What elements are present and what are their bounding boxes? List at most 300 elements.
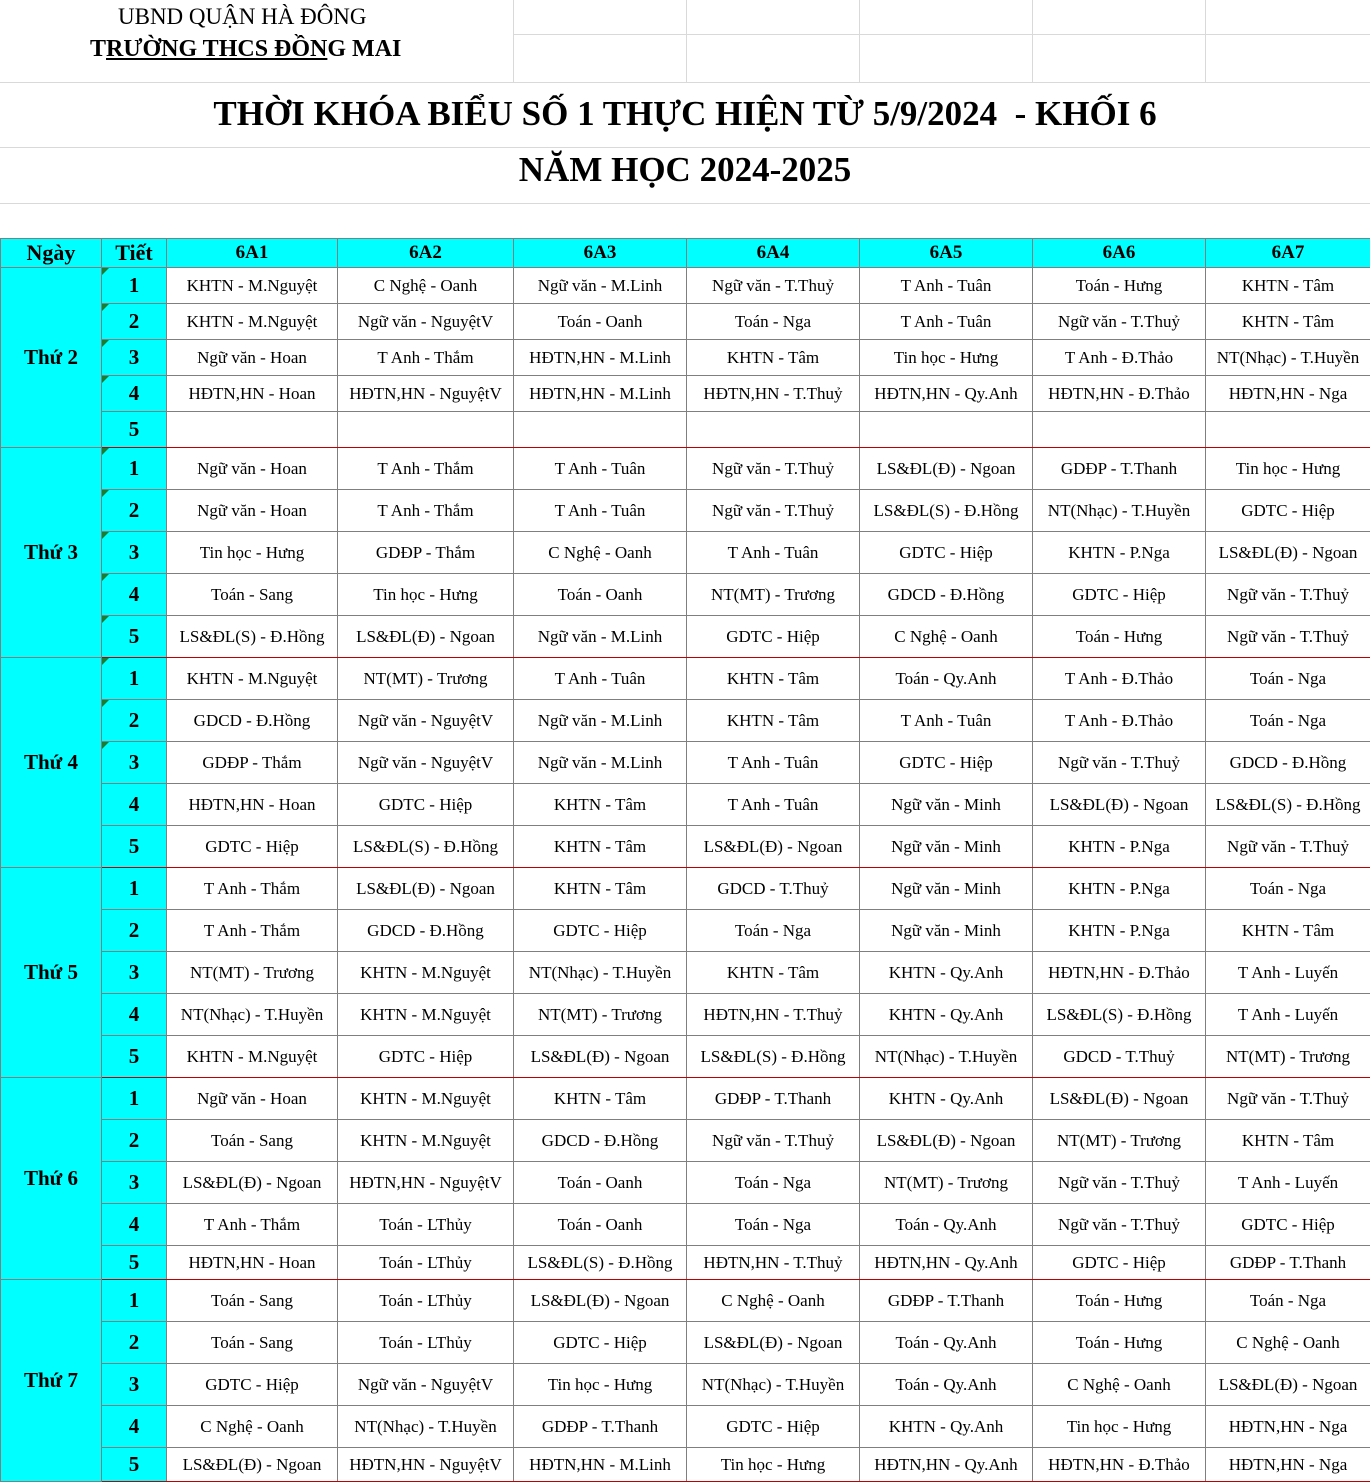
lesson-cell[interactable]: KHTN - M.Nguyệt <box>338 1078 514 1120</box>
lesson-cell[interactable]: Toán - Sang <box>167 1120 338 1162</box>
lesson-cell[interactable]: KHTN - P.Nga <box>1033 532 1206 574</box>
lesson-cell[interactable]: Ngữ văn - Minh <box>860 868 1033 910</box>
lesson-cell[interactable]: LS&ĐL(Đ) - Ngoan <box>338 868 514 910</box>
day-cell[interactable]: Thứ 4 <box>1 658 102 868</box>
lesson-cell[interactable]: GDTC - Hiệp <box>167 1364 338 1406</box>
period-cell[interactable]: 1 <box>102 658 167 700</box>
lesson-cell[interactable]: Ngữ văn - NguyệtV <box>338 1364 514 1406</box>
lesson-cell[interactable]: Toán - Nga <box>1206 700 1370 742</box>
lesson-cell[interactable]: GDTC - Hiệp <box>1206 490 1370 532</box>
period-cell[interactable]: 2 <box>102 1120 167 1162</box>
class-header-6a1: 6A1 <box>167 239 338 268</box>
lesson-cell[interactable]: Ngữ văn - M.Linh <box>514 700 687 742</box>
timetable-row <box>1 868 1370 910</box>
lesson-cell[interactable]: KHTN - Tâm <box>514 826 687 868</box>
lesson-cell[interactable]: C Nghệ - Oanh <box>167 1406 338 1448</box>
lesson-cell[interactable]: Ngữ văn - T.Thuỷ <box>687 1120 860 1162</box>
sheet-header <box>0 0 1370 238</box>
lesson-cell[interactable] <box>1033 412 1206 448</box>
period-cell[interactable]: 4 <box>102 1204 167 1246</box>
lesson-cell[interactable]: Ngữ văn - T.Thuỷ <box>1206 616 1370 658</box>
lesson-cell[interactable]: KHTN - M.Nguyệt <box>338 994 514 1036</box>
lesson-cell[interactable]: Toán - Qy.Anh <box>860 1204 1033 1246</box>
period-cell[interactable]: 4 <box>102 1406 167 1448</box>
lesson-cell[interactable]: C Nghệ - Oanh <box>687 1280 860 1322</box>
lesson-cell[interactable]: LS&ĐL(Đ) - Ngoan <box>1033 1078 1206 1120</box>
lesson-cell[interactable]: GDTC - Hiệp <box>860 532 1033 574</box>
lesson-cell[interactable]: LS&ĐL(Đ) - Ngoan <box>687 826 860 868</box>
lesson-cell[interactable]: HĐTN,HN - Qy.Anh <box>860 1448 1033 1482</box>
lesson-cell[interactable]: KHTN - Tâm <box>514 868 687 910</box>
lesson-cell[interactable]: KHTN - M.Nguyệt <box>167 1036 338 1078</box>
lesson-cell[interactable]: GDĐP - Thắm <box>167 742 338 784</box>
lesson-cell[interactable]: LS&ĐL(Đ) - Ngoan <box>687 1322 860 1364</box>
lesson-cell[interactable]: Ngữ văn - Hoan <box>167 490 338 532</box>
lesson-cell[interactable]: GDĐP - T.Thanh <box>1033 448 1206 490</box>
lesson-cell[interactable]: GDĐP - T.Thanh <box>860 1280 1033 1322</box>
lesson-cell[interactable]: Toán - LThủy <box>338 1204 514 1246</box>
period-cell[interactable]: 5 <box>102 412 167 448</box>
lesson-cell[interactable]: T Anh - Tuân <box>860 700 1033 742</box>
lesson-cell[interactable]: GDĐP - T.Thanh <box>514 1406 687 1448</box>
school-year: NĂM HỌC 2024-2025 <box>0 150 1370 190</box>
lesson-cell[interactable] <box>338 412 514 448</box>
lesson-cell[interactable]: Tin học - Hưng <box>514 1364 687 1406</box>
timetable-row <box>1 700 1370 742</box>
lesson-cell[interactable]: LS&ĐL(Đ) - Ngoan <box>514 1036 687 1078</box>
lesson-cell[interactable]: Ngữ văn - T.Thuỷ <box>1033 1204 1206 1246</box>
gridline <box>1032 0 1033 82</box>
lesson-cell[interactable]: Tin học - Hưng <box>338 574 514 616</box>
day-cell[interactable]: Thứ 5 <box>1 868 102 1078</box>
lesson-cell[interactable]: LS&ĐL(S) - Đ.Hồng <box>338 826 514 868</box>
lesson-cell[interactable]: C Nghệ - Oanh <box>1033 1364 1206 1406</box>
lesson-cell[interactable]: GDTC - Hiệp <box>514 910 687 952</box>
lesson-cell[interactable]: T Anh - Đ.Thảo <box>1033 340 1206 376</box>
lesson-cell[interactable]: Ngữ văn - T.Thuỷ <box>687 448 860 490</box>
lesson-cell[interactable] <box>1206 412 1370 448</box>
lesson-cell[interactable]: KHTN - M.Nguyệt <box>167 304 338 340</box>
timetable-row <box>1 784 1370 826</box>
lesson-cell[interactable]: HĐTN,HN - Hoan <box>167 1246 338 1280</box>
period-cell[interactable]: 2 <box>102 490 167 532</box>
lesson-cell[interactable]: Ngữ văn - Hoan <box>167 448 338 490</box>
lesson-cell[interactable]: T Anh - Thắm <box>167 1204 338 1246</box>
lesson-cell[interactable]: LS&ĐL(S) - Đ.Hồng <box>1033 994 1206 1036</box>
lesson-cell[interactable]: LS&ĐL(Đ) - Ngoan <box>1033 784 1206 826</box>
timetable-row <box>1 574 1370 616</box>
lesson-cell[interactable]: HĐTN,HN - Đ.Thảo <box>1033 1448 1206 1482</box>
lesson-cell[interactable]: Toán - Hưng <box>1033 1322 1206 1364</box>
lesson-cell[interactable]: KHTN - Tâm <box>687 658 860 700</box>
timetable-row <box>1 1036 1370 1078</box>
lesson-cell[interactable]: Ngữ văn - NguyệtV <box>338 304 514 340</box>
lesson-cell[interactable]: GDTC - Hiệp <box>687 616 860 658</box>
lesson-cell[interactable]: Toán - Qy.Anh <box>860 1322 1033 1364</box>
lesson-cell[interactable]: KHTN - Qy.Anh <box>860 1406 1033 1448</box>
period-cell[interactable]: 1 <box>102 268 167 304</box>
lesson-cell[interactable]: Ngữ văn - T.Thuỷ <box>687 268 860 304</box>
lesson-cell[interactable]: HĐTN,HN - Nga <box>1206 1448 1370 1482</box>
lesson-cell[interactable]: NT(Nhạc) - T.Huyền <box>338 1406 514 1448</box>
gridline <box>0 82 1370 83</box>
lesson-cell[interactable]: NT(Nhạc) - T.Huyền <box>687 1364 860 1406</box>
lesson-cell[interactable]: GDTC - Hiệp <box>338 1036 514 1078</box>
lesson-cell[interactable]: Tin học - Hưng <box>1033 1406 1206 1448</box>
lesson-cell[interactable]: KHTN - Tâm <box>687 952 860 994</box>
lesson-cell[interactable]: T Anh - Luyến <box>1206 1162 1370 1204</box>
lesson-cell[interactable]: NT(MT) - Trương <box>687 574 860 616</box>
lesson-cell[interactable]: T Anh - Tuân <box>514 658 687 700</box>
lesson-cell[interactable]: HĐTN,HN - Qy.Anh <box>860 1246 1033 1280</box>
lesson-cell[interactable]: GDCD - Đ.Hồng <box>514 1120 687 1162</box>
lesson-cell[interactable]: Toán - Nga <box>687 304 860 340</box>
lesson-cell[interactable]: Toán - Qy.Anh <box>860 1364 1033 1406</box>
lesson-cell[interactable]: KHTN - P.Nga <box>1033 910 1206 952</box>
lesson-cell[interactable]: KHTN - P.Nga <box>1033 826 1206 868</box>
lesson-cell[interactable]: Toán - Nga <box>687 1204 860 1246</box>
school-name <box>90 36 401 63</box>
lesson-cell[interactable]: HĐTN,HN - NguyệtV <box>338 1448 514 1482</box>
lesson-cell[interactable]: NT(Nhạc) - T.Huyền <box>514 952 687 994</box>
day-cell[interactable]: Thứ 2 <box>1 268 102 448</box>
timetable-title: THỜI KHÓA BIỂU SỐ 1 THỰC HIỆN TỪ 5/9/2024 - KHỐI 6 <box>0 94 1370 134</box>
period-cell[interactable]: 3 <box>102 742 167 784</box>
col-day-header: Ngày <box>1 239 102 268</box>
lesson-cell[interactable]: LS&ĐL(Đ) - Ngoan <box>514 1280 687 1322</box>
class-header-6a5: 6A5 <box>860 239 1033 268</box>
lesson-cell[interactable]: T Anh - Tuân <box>514 490 687 532</box>
lesson-cell[interactable]: Toán - LThủy <box>338 1322 514 1364</box>
lesson-cell[interactable]: Ngữ văn - T.Thuỷ <box>1206 1078 1370 1120</box>
lesson-cell[interactable]: KHTN - Tâm <box>1206 304 1370 340</box>
lesson-cell[interactable]: NT(MT) - Trương <box>514 994 687 1036</box>
class-header-6a7: 6A7 <box>1206 239 1370 268</box>
lesson-cell[interactable]: GDTC - Hiệp <box>1033 574 1206 616</box>
lesson-cell[interactable]: Toán - Nga <box>1206 658 1370 700</box>
lesson-cell[interactable]: LS&ĐL(S) - Đ.Hồng <box>1206 784 1370 826</box>
lesson-cell[interactable]: Toán - Nga <box>687 1162 860 1204</box>
lesson-cell[interactable]: Tin học - Hưng <box>860 340 1033 376</box>
lesson-cell[interactable]: Ngữ văn - M.Linh <box>514 268 687 304</box>
lesson-cell[interactable]: KHTN - Tâm <box>687 340 860 376</box>
period-cell[interactable]: 4 <box>102 784 167 826</box>
timetable-row <box>1 826 1370 868</box>
lesson-cell[interactable]: KHTN - Qy.Anh <box>860 1078 1033 1120</box>
lesson-cell[interactable]: Toán - Sang <box>167 1280 338 1322</box>
timetable-row <box>1 1078 1370 1120</box>
lesson-cell[interactable]: T Anh - Đ.Thảo <box>1033 658 1206 700</box>
lesson-cell[interactable]: LS&ĐL(Đ) - Ngoan <box>167 1162 338 1204</box>
period-cell[interactable]: 5 <box>102 1036 167 1078</box>
gridline <box>686 0 687 82</box>
period-cell[interactable]: 1 <box>102 1280 167 1322</box>
lesson-cell[interactable]: LS&ĐL(Đ) - Ngoan <box>860 448 1033 490</box>
district-name: UBND QUẬN HÀ ĐÔNG <box>118 4 367 30</box>
lesson-cell[interactable]: Ngữ văn - T.Thuỷ <box>1206 574 1370 616</box>
lesson-cell[interactable]: HĐTN,HN - T.Thuỷ <box>687 376 860 412</box>
lesson-cell[interactable]: HĐTN,HN - Nga <box>1206 1406 1370 1448</box>
gridline <box>1205 0 1206 82</box>
period-cell[interactable]: 1 <box>102 868 167 910</box>
lesson-cell[interactable]: HĐTN,HN - M.Linh <box>514 376 687 412</box>
lesson-cell[interactable]: Toán - Hưng <box>1033 1280 1206 1322</box>
timetable-row <box>1 490 1370 532</box>
period-cell[interactable]: 4 <box>102 376 167 412</box>
school-name-underlined: RƯỜNG THCS ĐỒN <box>106 36 327 62</box>
lesson-cell[interactable]: Ngữ văn - Hoan <box>167 340 338 376</box>
lesson-cell[interactable]: Ngữ văn - Hoan <box>167 1078 338 1120</box>
lesson-cell[interactable]: Toán - Sang <box>167 574 338 616</box>
lesson-cell[interactable]: HĐTN,HN - NguyệtV <box>338 376 514 412</box>
lesson-cell[interactable]: Ngữ văn - M.Linh <box>514 616 687 658</box>
timetable-row <box>1 1120 1370 1162</box>
timetable-row <box>1 1322 1370 1364</box>
lesson-cell[interactable]: Toán - Sang <box>167 1322 338 1364</box>
timetable-row <box>1 1280 1370 1322</box>
lesson-cell[interactable]: Toán - Nga <box>1206 1280 1370 1322</box>
lesson-cell[interactable]: KHTN - M.Nguyệt <box>167 268 338 304</box>
lesson-cell[interactable]: Toán - Nga <box>1206 868 1370 910</box>
lesson-cell[interactable]: GDCD - Đ.Hồng <box>1206 742 1370 784</box>
lesson-cell[interactable]: KHTN - Qy.Anh <box>860 994 1033 1036</box>
lesson-cell[interactable]: NT(MT) - Trương <box>860 1162 1033 1204</box>
timetable-row <box>1 994 1370 1036</box>
period-cell[interactable]: 1 <box>102 448 167 490</box>
lesson-cell[interactable]: Toán - LThủy <box>338 1246 514 1280</box>
lesson-cell[interactable]: LS&ĐL(S) - Đ.Hồng <box>167 616 338 658</box>
lesson-cell[interactable]: KHTN - Qy.Anh <box>860 952 1033 994</box>
lesson-cell[interactable]: Toán - Hưng <box>1033 616 1206 658</box>
period-cell[interactable]: 1 <box>102 1078 167 1120</box>
timetable-row <box>1 1162 1370 1204</box>
lesson-cell[interactable]: GDTC - Hiệp <box>1206 1204 1370 1246</box>
lesson-cell[interactable]: KHTN - Tâm <box>514 1078 687 1120</box>
lesson-cell[interactable]: NT(Nhạc) - T.Huyền <box>860 1036 1033 1078</box>
day-cell[interactable]: Thứ 6 <box>1 1078 102 1280</box>
timetable-row <box>1 952 1370 994</box>
lesson-cell[interactable]: C Nghệ - Oanh <box>1206 1322 1370 1364</box>
lesson-cell[interactable]: T Anh - Tuân <box>687 742 860 784</box>
timetable-row <box>1 412 1370 448</box>
gridline <box>0 147 1370 148</box>
lesson-cell[interactable]: GDTC - Hiệp <box>338 784 514 826</box>
period-cell[interactable]: 2 <box>102 700 167 742</box>
lesson-cell[interactable]: C Nghệ - Oanh <box>514 532 687 574</box>
period-cell[interactable]: 5 <box>102 826 167 868</box>
lesson-cell[interactable]: Ngữ văn - Minh <box>860 910 1033 952</box>
lesson-cell[interactable] <box>514 412 687 448</box>
period-cell[interactable]: 3 <box>102 1364 167 1406</box>
header-row <box>1 239 1370 268</box>
lesson-cell[interactable]: GDCD - T.Thuỷ <box>687 868 860 910</box>
gridline <box>859 0 860 82</box>
lesson-cell[interactable]: KHTN - P.Nga <box>1033 868 1206 910</box>
lesson-cell[interactable]: LS&ĐL(S) - Đ.Hồng <box>687 1036 860 1078</box>
lesson-cell[interactable]: T Anh - Thắm <box>167 910 338 952</box>
class-header-6a3: 6A3 <box>514 239 687 268</box>
lesson-cell[interactable]: LS&ĐL(Đ) - Ngoan <box>167 1448 338 1482</box>
lesson-cell[interactable]: KHTN - Tâm <box>1206 268 1370 304</box>
lesson-cell[interactable]: GDTC - Hiệp <box>514 1322 687 1364</box>
lesson-cell[interactable]: HĐTN,HN - T.Thuỷ <box>687 1246 860 1280</box>
lesson-cell[interactable]: Tin học - Hưng <box>167 532 338 574</box>
lesson-cell[interactable]: NT(MT) - Trương <box>338 658 514 700</box>
lesson-cell[interactable]: KHTN - Tâm <box>1206 910 1370 952</box>
lesson-cell[interactable]: Ngữ văn - M.Linh <box>514 742 687 784</box>
lesson-cell[interactable]: HĐTN,HN - Qy.Anh <box>860 376 1033 412</box>
school-name-part: T <box>90 36 106 62</box>
class-header-6a4: 6A4 <box>687 239 860 268</box>
lesson-cell[interactable]: T Anh - Tuân <box>860 304 1033 340</box>
lesson-cell[interactable]: LS&ĐL(S) - Đ.Hồng <box>860 490 1033 532</box>
timetable-row <box>1 340 1370 376</box>
lesson-cell[interactable]: GDCD - Đ.Hồng <box>338 910 514 952</box>
lesson-cell[interactable]: Ngữ văn - T.Thuỷ <box>1033 1162 1206 1204</box>
timetable-row <box>1 376 1370 412</box>
lesson-cell[interactable]: NT(MT) - Trương <box>1206 1036 1370 1078</box>
lesson-cell[interactable]: Toán - Oanh <box>514 304 687 340</box>
lesson-cell[interactable]: HĐTN,HN - Hoan <box>167 784 338 826</box>
lesson-cell[interactable]: C Nghệ - Oanh <box>338 268 514 304</box>
lesson-cell[interactable]: T Anh - Tuân <box>687 784 860 826</box>
lesson-cell[interactable]: NT(Nhạc) - T.Huyền <box>167 994 338 1036</box>
lesson-cell[interactable]: Ngữ văn - Minh <box>860 826 1033 868</box>
period-cell[interactable]: 2 <box>102 1322 167 1364</box>
lesson-cell[interactable]: GDĐP - Thắm <box>338 532 514 574</box>
lesson-cell[interactable]: GDTC - Hiệp <box>860 742 1033 784</box>
timetable-row <box>1 1406 1370 1448</box>
period-cell[interactable]: 3 <box>102 952 167 994</box>
lesson-cell[interactable]: KHTN - M.Nguyệt <box>167 658 338 700</box>
gridline <box>0 203 1370 204</box>
period-cell[interactable]: 4 <box>102 994 167 1036</box>
period-cell[interactable]: 2 <box>102 910 167 952</box>
timetable-row <box>1 532 1370 574</box>
period-cell[interactable]: 4 <box>102 574 167 616</box>
lesson-cell[interactable] <box>167 412 338 448</box>
lesson-cell[interactable]: Ngữ văn - NguyệtV <box>338 700 514 742</box>
lesson-cell[interactable]: LS&ĐL(Đ) - Ngoan <box>1206 1364 1370 1406</box>
lesson-cell[interactable]: KHTN - M.Nguyệt <box>338 952 514 994</box>
period-cell[interactable]: 5 <box>102 1448 167 1482</box>
lesson-cell[interactable]: Tin học - Hưng <box>1206 448 1370 490</box>
lesson-cell[interactable]: HĐTN,HN - Đ.Thảo <box>1033 952 1206 994</box>
timetable-row <box>1 304 1370 340</box>
lesson-cell[interactable]: NT(MT) - Trương <box>1033 1120 1206 1162</box>
lesson-cell[interactable]: T Anh - Luyến <box>1206 952 1370 994</box>
lesson-cell[interactable]: HĐTN,HN - Hoan <box>167 376 338 412</box>
lesson-cell[interactable]: T Anh - Tuân <box>514 448 687 490</box>
lesson-cell[interactable]: Ngữ văn - T.Thuỷ <box>687 490 860 532</box>
period-cell[interactable]: 3 <box>102 340 167 376</box>
lesson-cell[interactable]: KHTN - Tâm <box>1206 1120 1370 1162</box>
lesson-cell[interactable]: NT(Nhạc) - T.Huyền <box>1206 340 1370 376</box>
timetable-row <box>1 1364 1370 1406</box>
period-cell[interactable]: 3 <box>102 532 167 574</box>
period-cell[interactable]: 3 <box>102 1162 167 1204</box>
lesson-cell[interactable] <box>687 412 860 448</box>
day-cell[interactable]: Thứ 7 <box>1 1280 102 1482</box>
timetable-row <box>1 742 1370 784</box>
lesson-cell[interactable]: LS&ĐL(Đ) - Ngoan <box>338 616 514 658</box>
lesson-cell[interactable]: LS&ĐL(Đ) - Ngoan <box>1206 532 1370 574</box>
lesson-cell[interactable]: KHTN - M.Nguyệt <box>338 1120 514 1162</box>
lesson-cell[interactable]: T Anh - Thắm <box>167 868 338 910</box>
lesson-cell[interactable]: T Anh - Thắm <box>338 448 514 490</box>
lesson-cell[interactable]: Toán - Nga <box>687 910 860 952</box>
lesson-cell[interactable]: Toán - Oanh <box>514 574 687 616</box>
lesson-cell[interactable]: C Nghệ - Oanh <box>860 616 1033 658</box>
class-header-6a2: 6A2 <box>338 239 514 268</box>
lesson-cell[interactable]: NT(Nhạc) - T.Huyền <box>1033 490 1206 532</box>
lesson-cell[interactable]: T Anh - Luyến <box>1206 994 1370 1036</box>
period-cell[interactable]: 5 <box>102 616 167 658</box>
lesson-cell[interactable] <box>860 412 1033 448</box>
lesson-cell[interactable]: GDCD - Đ.Hồng <box>860 574 1033 616</box>
lesson-cell[interactable]: HĐTN,HN - M.Linh <box>514 340 687 376</box>
lesson-cell[interactable]: HĐTN,HN - Nga <box>1206 376 1370 412</box>
timetable-row <box>1 448 1370 490</box>
day-cell[interactable]: Thứ 3 <box>1 448 102 658</box>
class-header-6a6: 6A6 <box>1033 239 1206 268</box>
lesson-cell[interactable]: NT(MT) - Trương <box>167 952 338 994</box>
lesson-cell[interactable]: Toán - LThủy <box>338 1280 514 1322</box>
lesson-cell[interactable]: Ngữ văn - NguyệtV <box>338 742 514 784</box>
lesson-cell[interactable]: Toán - Oanh <box>514 1162 687 1204</box>
timetable <box>0 238 1370 1482</box>
lesson-cell[interactable]: LS&ĐL(S) - Đ.Hồng <box>514 1246 687 1280</box>
gridline <box>513 0 514 82</box>
lesson-cell[interactable]: Ngữ văn - T.Thuỷ <box>1033 742 1206 784</box>
lesson-cell[interactable]: GDĐP - T.Thanh <box>1206 1246 1370 1280</box>
lesson-cell[interactable]: HĐTN,HN - Đ.Thảo <box>1033 376 1206 412</box>
lesson-cell[interactable]: HĐTN,HN - NguyệtV <box>338 1162 514 1204</box>
lesson-cell[interactable]: T Anh - Đ.Thảo <box>1033 700 1206 742</box>
lesson-cell[interactable]: Tin học - Hưng <box>687 1448 860 1482</box>
lesson-cell[interactable]: Ngữ văn - T.Thuỷ <box>1206 826 1370 868</box>
timetable-row <box>1 658 1370 700</box>
period-cell[interactable]: 5 <box>102 1246 167 1280</box>
lesson-cell[interactable]: Toán - Hưng <box>1033 268 1206 304</box>
lesson-cell[interactable]: T Anh - Tuân <box>860 268 1033 304</box>
lesson-cell[interactable]: KHTN - Tâm <box>514 784 687 826</box>
timetable-row <box>1 910 1370 952</box>
lesson-cell[interactable]: HĐTN,HN - T.Thuỷ <box>687 994 860 1036</box>
lesson-cell[interactable]: GDTC - Hiệp <box>687 1406 860 1448</box>
lesson-cell[interactable]: Ngữ văn - T.Thuỷ <box>1033 304 1206 340</box>
lesson-cell[interactable]: T Anh - Tuân <box>687 532 860 574</box>
lesson-cell[interactable]: Toán - Qy.Anh <box>860 658 1033 700</box>
lesson-cell[interactable]: GDCD - Đ.Hồng <box>167 700 338 742</box>
gridline <box>513 34 1370 35</box>
lesson-cell[interactable]: GDTC - Hiệp <box>167 826 338 868</box>
lesson-cell[interactable]: HĐTN,HN - M.Linh <box>514 1448 687 1482</box>
lesson-cell[interactable]: GDTC - Hiệp <box>1033 1246 1206 1280</box>
timetable-row <box>1 1448 1370 1482</box>
timetable-row <box>1 1204 1370 1246</box>
lesson-cell[interactable]: T Anh - Thắm <box>338 340 514 376</box>
period-cell[interactable]: 2 <box>102 304 167 340</box>
lesson-cell[interactable]: T Anh - Thắm <box>338 490 514 532</box>
lesson-cell[interactable]: Ngữ văn - Minh <box>860 784 1033 826</box>
lesson-cell[interactable]: GDCD - T.Thuỷ <box>1033 1036 1206 1078</box>
lesson-cell[interactable]: KHTN - Tâm <box>687 700 860 742</box>
lesson-cell[interactable]: GDĐP - T.Thanh <box>687 1078 860 1120</box>
lesson-cell[interactable]: Toán - Oanh <box>514 1204 687 1246</box>
timetable-row <box>1 1246 1370 1280</box>
lesson-cell[interactable]: LS&ĐL(Đ) - Ngoan <box>860 1120 1033 1162</box>
